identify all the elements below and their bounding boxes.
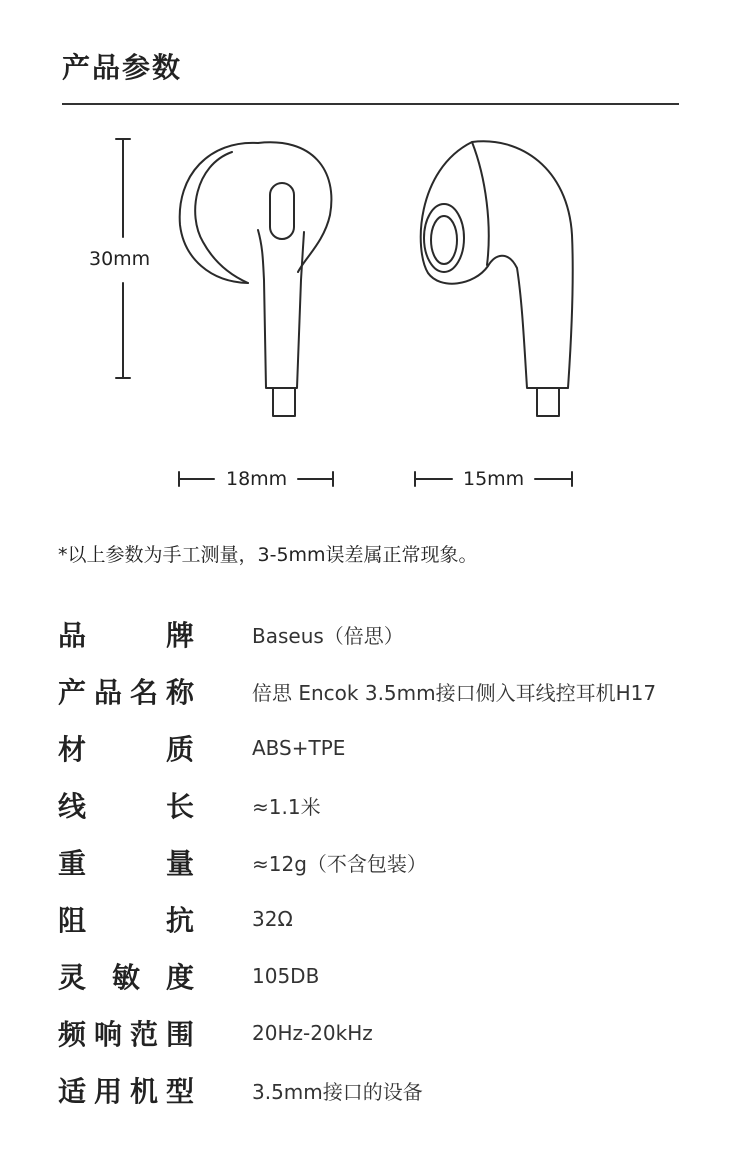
spec-label: 材 质: [58, 733, 194, 766]
spec-value: 32Ω: [252, 907, 293, 931]
spec-row: [58, 1010, 738, 1056]
spec-row: [58, 668, 738, 714]
spec-value: 20Hz-20kHz: [252, 1021, 373, 1045]
spec-label: 阻 抗: [58, 904, 194, 937]
spec-value: 倍思 Encok 3.5mm接口侧入耳线控耳机H17: [252, 680, 657, 705]
spec-value: Baseus（倍思）: [252, 623, 404, 648]
earphone-front-view-icon: [180, 142, 332, 416]
spec-row: [58, 1067, 738, 1113]
spec-label: 产 品 名 称: [58, 676, 194, 709]
page-title: 产品参数: [62, 51, 183, 84]
spec-label: 灵 敏 度: [58, 961, 194, 994]
spec-label: 重 量: [58, 847, 194, 880]
spec-row: [58, 953, 738, 999]
spec-value: ABS+TPE: [252, 736, 346, 760]
spec-label: 品 牌: [58, 619, 194, 652]
spec-value: ≈1.1米: [252, 794, 321, 819]
height-dimension-label: 30mm: [89, 248, 151, 270]
spec-value: 105DB: [252, 964, 320, 988]
earphone-dimension-diagram: [0, 110, 750, 510]
spec-row: [58, 839, 738, 885]
spec-row: [58, 611, 738, 657]
spec-value: ≈12g（不含包装）: [252, 851, 427, 876]
front-width-dimension-label: 18mm: [226, 468, 288, 490]
spec-value: 3.5mm接口的设备: [252, 1079, 423, 1104]
spec-label: 线 长: [58, 790, 194, 823]
measurement-note: *以上参数为手工测量，3-5mm误差属正常现象。: [58, 544, 478, 566]
spec-label: 适 用 机 型: [58, 1075, 194, 1108]
spec-label: 频 响 范 围: [58, 1018, 194, 1051]
title-divider: [62, 103, 679, 105]
spec-row: [58, 725, 738, 771]
side-width-dimension-label: 15mm: [463, 468, 525, 490]
spec-row: [58, 896, 738, 942]
spec-row: [58, 782, 738, 828]
earphone-side-view-icon: [421, 141, 573, 416]
